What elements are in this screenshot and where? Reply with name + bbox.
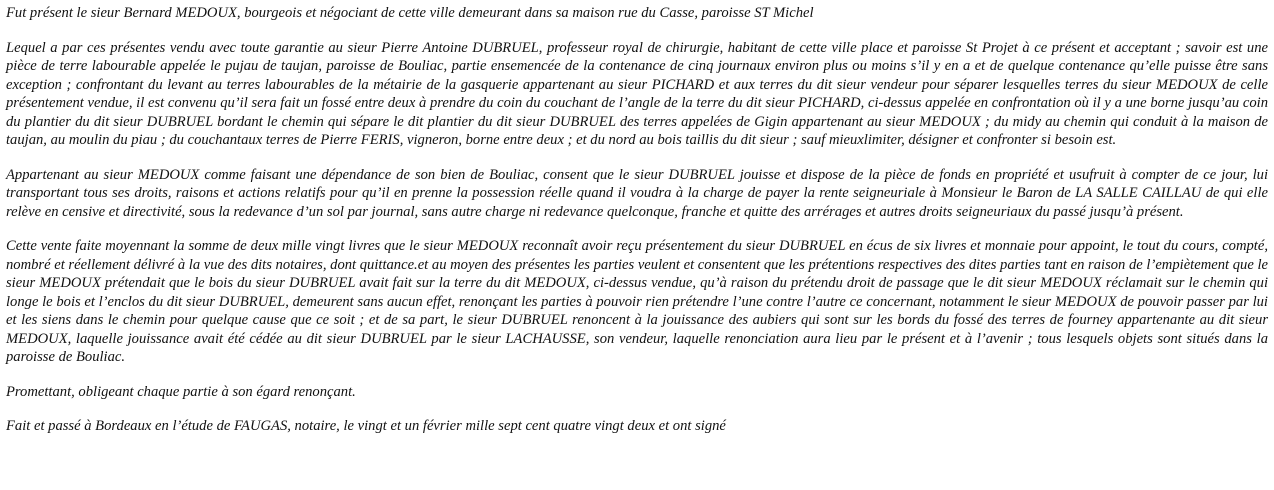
paragraph-ownership: Appartenant au sieur MEDOUX comme faisant une dépendance de son bien de Bouliac, consent que le sieur DUBRUEL jouisse et dispose de la pièce de fonds en propriété et usufruit à compter de ce jour, lui transportant tous ses droits, raisons et actions relatifs pour qu’il en prenne la possession réelle quand il voudra à la charge de payer la rente seigneuriale à Monsieur le Baron de LA SALLE CAILLAU de qui elle relève en censive et directivité, sous la redevance d’un sol par journal, sans autre charge ni redevance quelconque, franche et quitte des arrérages et autres droits seigneuriaux du passé jusqu’à présent. <box>6 166 1268 220</box>
paragraph-promise: Promettant, obligeant chaque partie à son égard renonçant. <box>6 383 356 400</box>
paragraph-closing: Fait et passé à Bordeaux en l’étude de FAUGAS, notaire, le vingt et un février mille sept cent quatre vingt deux et ont signé <box>6 418 726 434</box>
document-body <box>6 4 1268 436</box>
paragraph-price: Cette vente faite moyennant la somme de deux mille vingt livres que le sieur MEDOUX reconnaît avoir reçu présentement du sieur DUBRUEL en écus de six livres et monnaie pour appoint, le tout du cours, compté, nombré et réellement délivré à la vue des dits notaires, dont quittance.et au moyen des présentes les parties veulent et consentent que les prétentions respectives des dites parties tant en raison de l’empiètement que le sieur MEDOUX prétendait que le bois du sieur DUBRUEL avait fait sur la terre du dit MEDOUX, ci-dessus vendue, qu’à raison du prétendu droit de passage que le dit sieur MEDOUX réclamait sur le chemin qui longe le bois et l’enclos du dit sieur DUBRUEL, demeurent sans aucun effet, renonçant les parties à pouvoir rien prétendre l’une contre l’autre ce concernant, notamment le sieur MEDOUX de pouvoir passer par lui et les siens dans le chemin pour quelque cause que ce soit ; et de sa part, le sieur DUBRUEL renoncent à la jouissance des aubiers qui sont sur les bords du fossé des terres de fourney appartenante au dit sieur MEDOUX, laquelle jouissance avait été cédée au dit sieur DUBRUEL par le sieur LACHAUSSE, son vendeur, laquelle renonciation aura lieu par le présent et à l’avenir ; tous lesquels objets sont situés dans la paroisse de Bouliac. <box>6 238 1268 365</box>
paragraph-presence: Fut présent le sieur Bernard MEDOUX, bourgeois et négociant de cette ville demeurant dans sa maison rue du Casse, paroisse ST Michel <box>6 5 814 21</box>
paragraph-sale-description: Lequel a par ces présentes vendu avec toute garantie au sieur Pierre Antoine DUBRUEL, professeur royal de chirurgie, habitant de cette ville place et paroisse St Projet à ce présent et acceptant ; savoir est une pièce de terre labourable appelée le pujau de taujan, paroisse de Bouliac, partie ensemencée de la contenance de cinq journaux environ plus ou moins s’il y en a et de quelque contenance qu’elle puisse être sans exception ; confrontant du levant au terres labourables de la métairie de la gasquerie appartenant au sieur PICHARD et aux terres du dit sieur vendeur pour séparer lesquelles terres du sieur MEDOUX de celle présentement vendue, il est convenu qu’il sera fait un fossé entre deux à prendre du coin du couchant de l’angle de la terre du dit sieur PICHARD, ci-dessus appelée en confrontation où il y a une borne jusqu’au coin du plantier du dit sieur DUBRUEL bordant le chemin qui sépare le dit plantier du dit sieur DUBRUEL des terres appelées de Gigin appartenant au sieur MEDOUX ; du midy au chemin qui conduit à la maison de taujan, au moulin du piau ; du couchantaux terres de Pierre FERIS, vigneron, borne entre deux ; et du nord au bois taillis du dit sieur ; sauf mieuxlimiter, désigner et confronter si besoin est. <box>6 39 1268 148</box>
